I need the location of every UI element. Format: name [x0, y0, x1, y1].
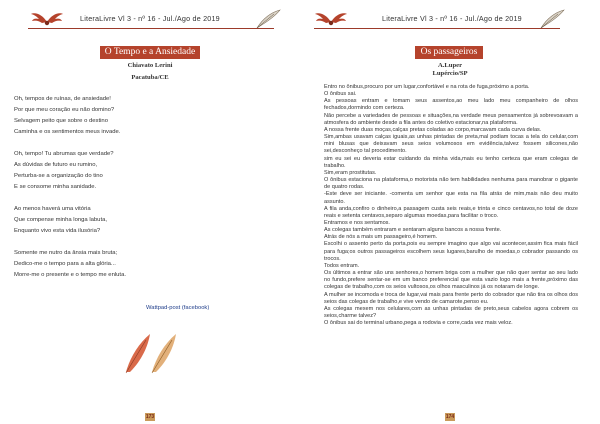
verse-line: Ao menos haverá uma vitória [14, 206, 91, 212]
story-text [324, 84, 578, 327]
story-paragraph: Sim,eram prostitutas. [324, 169, 377, 176]
verse-line: E se consome minha sanidade. [14, 184, 97, 190]
story-paragraph: As pessoas entram e tomam seus assentos,ao meu lado meu companheiro de olhos fechados,dormindo com certeza. [324, 98, 578, 112]
page-number: 174 [445, 414, 455, 420]
right-header [300, 6, 600, 28]
verse-line: Perturba-se a organização do tino [14, 173, 103, 179]
story-paragraph: A fila anda,confiro o dinheiro,a passagem custa seis reais,e trinta e cinco centavos,no total de doze reais e setenta centavos,separo algumas moedas,para facilitar o troco. [324, 205, 578, 219]
left-header [0, 6, 300, 28]
story-paragraph: O ônibus sai do terminal urbano,pega a rodovia e corre,cada vez mais veloz. [324, 320, 513, 327]
source-credit: Wattpad-post (facebook) [146, 305, 210, 311]
left-header-rule [28, 28, 274, 29]
story-paragraph: Sim,ambas usavam calças iguais,as unhas pintadas de preta,mal podiam tocas a tela do celular,com mini blusas que deixavam seus seios volumosos em evidência,talvez fossem silicones,não sei,desconheço tal procedimento. [324, 134, 578, 155]
story-paragraph: Todos entram. [324, 262, 360, 269]
right-header-rule [314, 28, 560, 29]
story-paragraph: Não percebe a variedades de pessoas e situações,na verdade meus pensamentos já sobrevoavam a atmosfera do ambiente desde a fila antes do coletivo estacionar,na plataforma. [324, 112, 578, 126]
story-paragraph: Entramos e nos sentamos. [324, 219, 390, 226]
left-header-text: LiteraLivre Vl 3 - nº 16 - Jul./Ago de 2019 [80, 14, 220, 23]
story-paragraph: sim eu sei eu deveria estar cuidando da minha vida,mais eu tenho certeza que eram colegas de trabalho. [324, 155, 578, 169]
verse-line: Enquanto vivo esta vida ilusória? [14, 228, 101, 234]
story-paragraph: As colegas também entraram e sentaram alguns bancos a nossa frente. [324, 227, 502, 234]
right-header-text: LiteraLivre Vl 3 - nº 16 - Jul./Ago de 2019 [382, 14, 522, 23]
left-author: Chiavato Lerini [127, 62, 173, 69]
quill-icon [538, 8, 566, 30]
story-paragraph: A nossa frente duas moças,calças pretas coladas ao corpo,marcavam cada curva delas. [324, 126, 542, 133]
story-paragraph: Entro no ônibus,procuro por um lugar,confortável e na rota de fuga,próximo a porta. [324, 84, 530, 90]
right-author: A.Luper [438, 62, 462, 69]
verse-line: Por que meu coração eu não domino? [14, 107, 115, 113]
story-paragraph: O ônibus sai. [324, 91, 357, 98]
verse-line: Que compense minha longa labuta, [14, 217, 108, 223]
verse-line: Oh, tempos de ruínas, de ansiedade! [14, 96, 111, 102]
story-paragraph: Os últimos a entrar são uns senhores,o homem briga com a mulher que não quer sentar ao seu lado no fundo,prefere sentar-se em um banco preferencial que esta vazio logo mais a frente,próximo das colegas de trabalho,com os seios vultosos,os olhos masculinos já os notaram de longe. [324, 270, 578, 291]
page-number: 173 [145, 414, 155, 420]
story-paragraph: As colegas mexem nos celulares,com as unhas pintadas de preto,seus cabelos agora cobrem os seios,charme talvez? [324, 305, 578, 319]
story-paragraph: O ônibus estaciona na plataforma,o motorista não tem habilidades nenhuma para manobrar o gigante de quatro rodas. [324, 177, 578, 191]
left-location: Pacatuba/CE [131, 74, 169, 81]
wings-logo-icon [314, 8, 348, 28]
feathers-icon [122, 330, 182, 376]
right-location: Lupércio/SP [432, 70, 468, 77]
verse-line: Caminha e os sentimentos meus invade. [14, 129, 121, 135]
verse-line: Somente me nutro da ânsia mais bruta; [14, 250, 118, 256]
story-paragraph: -Este deve ser iniciante. -comenta um senhor que esta na fila atrás de mim,mais não deu muito assunto. [324, 191, 578, 205]
verse-line: Selvagem peito que sobre o destino [14, 118, 108, 124]
right-title: Os passageiros [415, 46, 483, 59]
left-title: O Tempo e a Ansiedade [100, 46, 200, 59]
verse-line: Dedico-me o tempo para a alta glória... [14, 261, 116, 267]
story-paragraph: A mulher se incomoda e troca de lugar,vai mais para frente perto do cobrador que não tira os olhos dos seios das colegas de trabalho,e vive vendo de camarote,penso eu. [324, 291, 578, 305]
story-paragraph: Escolhi o assento perto da porta,pois eu sempre imagino que algo vai acontecer,assim fica mais fácil para fuga;os outros passageiros escolhem seus lugares,barulho de moedas,o cobrador passando os trocos. [324, 241, 578, 262]
quill-icon [254, 8, 282, 30]
verse-line: Oh, tempo! Tu abrumas que verdade? [14, 151, 114, 157]
story-paragraph: Atrás de nós a mais um passageiro,é homem. [324, 234, 438, 241]
verse-line: Morre-me o presente e o tempo me enluta. [14, 272, 126, 278]
wings-logo-icon [30, 8, 64, 28]
verse-line: As dúvidas de futuro eu rumino, [14, 162, 98, 168]
